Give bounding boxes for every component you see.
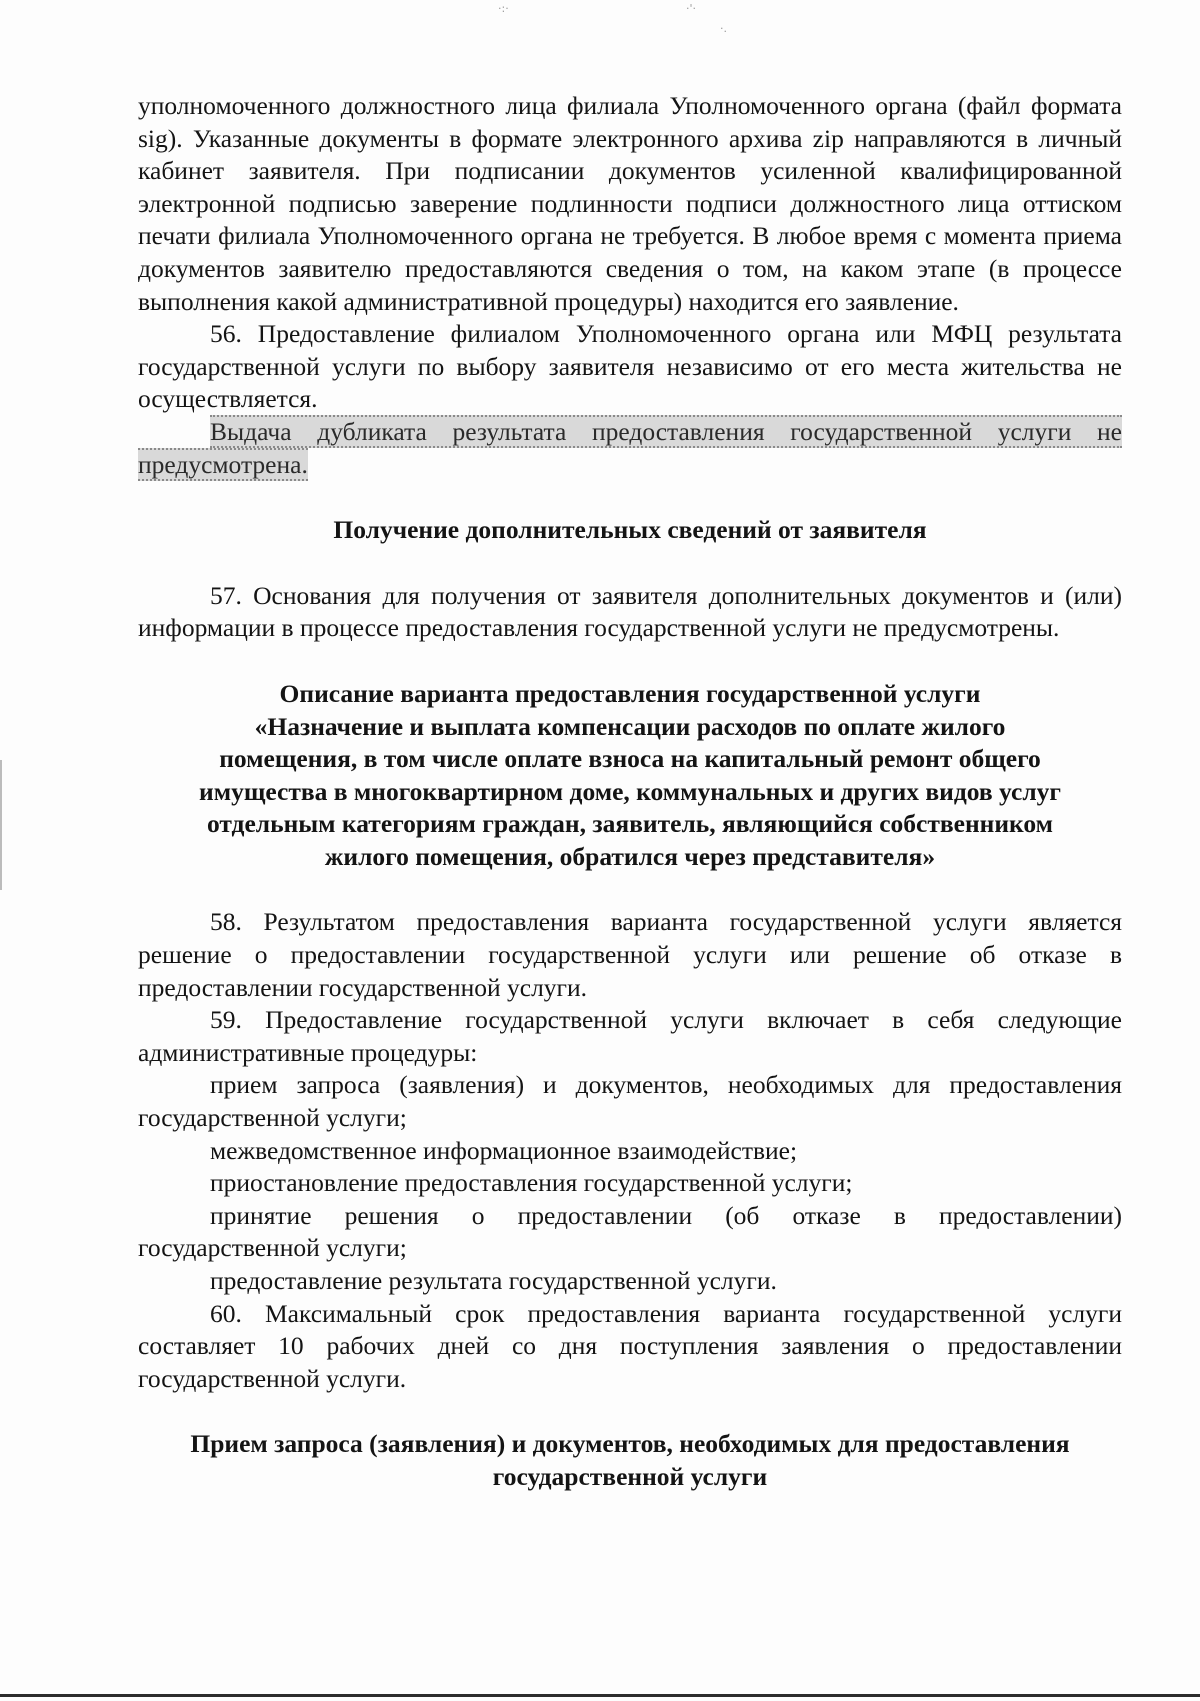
scan-speck: ·:· (498, 2, 509, 15)
paragraph-57: 57. Основания для получения от заявителя дополнительных документов и (или) информации в процессе предоставления государственной услуги не предусмотрены. (138, 580, 1122, 643)
procedure-item: принятие решения о предоставлении (об отказе в предоставлении) государственной услуги; (138, 1200, 1122, 1263)
heading-reception-line: Прием запроса (заявления) и документов, необходимых для предоставления (190, 1429, 1070, 1459)
heading-reception (138, 1428, 1122, 1493)
scan-speck: ·. (720, 22, 727, 35)
heading-additional-info: Получение дополнительных сведений от заявителя (333, 515, 927, 545)
scan-speck: ·'· (686, 2, 697, 15)
paragraph-duplicate (138, 416, 1122, 481)
procedure-item: прием запроса (заявления) и документов, необходимых для предоставления государственной услуги; (138, 1070, 1122, 1133)
heading-variant-line: помещения, в том числе оплате взноса на капитальный ремонт общего (219, 744, 1041, 774)
highlighted-text: Выдача дубликата результата предоставления государственной услуги не предусмотрена. (138, 416, 1122, 479)
procedure-item: предоставление результата государственной услуги. (210, 1266, 777, 1295)
heading-variant-line: жилого помещения, обратился через представителя» (324, 841, 936, 871)
heading-variant-line: отдельным категориям граждан, заявитель, являющийся собственником (206, 809, 1054, 839)
scan-bottom-edge (0, 1694, 1200, 1697)
paragraph-58: 58. Результатом предоставления варианта государственной услуги является решение о предоставлении государственной услуги или решение об отказе в предоставлении государственной услуги. (138, 907, 1122, 1002)
paragraph-continuation: уполномоченного должностного лица филиала Уполномоченного органа (файл формата sig). Указанные документы в формате электронного архива zip направляются в личный кабинет заявителя. При подписании документов усиленной квалифицированной электронной подписью заверение подлинности подписи должностного лица оттиском печати филиала Уполномоченного органа не требуется. В любое время с момента приема документов заявителю предоставляются сведения о том, на каком этапе (в процессе выполнения какой административной процедуры) находится его заявление. (138, 91, 1122, 316)
procedure-item: приостановление предоставления государственной услуги; (210, 1168, 853, 1198)
heading-variant-description (138, 678, 1122, 874)
heading-reception-line: государственной услуги (492, 1461, 768, 1491)
paragraph-59: 59. Предоставление государственной услуги включает в себя следующие административные процедуры: (138, 1005, 1122, 1067)
heading-variant-line: «Назначение и выплата компенсации расходов по оплате жилого (254, 711, 1006, 741)
heading-variant-line: имущества в многоквартирном доме, коммунальных и других видов услуг (199, 776, 1061, 806)
paragraph-60: 60. Максимальный срок предоставления варианта государственной услуги составляет 10 рабочих дней со дня поступления заявления о предоставлении государственной услуги. (138, 1298, 1122, 1393)
scan-edge-mark (0, 760, 2, 890)
document-body (138, 90, 1122, 1494)
procedure-item: межведомственное информационное взаимодействие; (210, 1135, 798, 1165)
paragraph-56: 56. Предоставление филиалом Уполномоченного органа или МФЦ результата государственной услуги по выбору заявителя независимо от его места жительства не осуществляется. (138, 319, 1122, 414)
heading-variant-line: Описание варианта предоставления государственной услуги (279, 678, 981, 708)
